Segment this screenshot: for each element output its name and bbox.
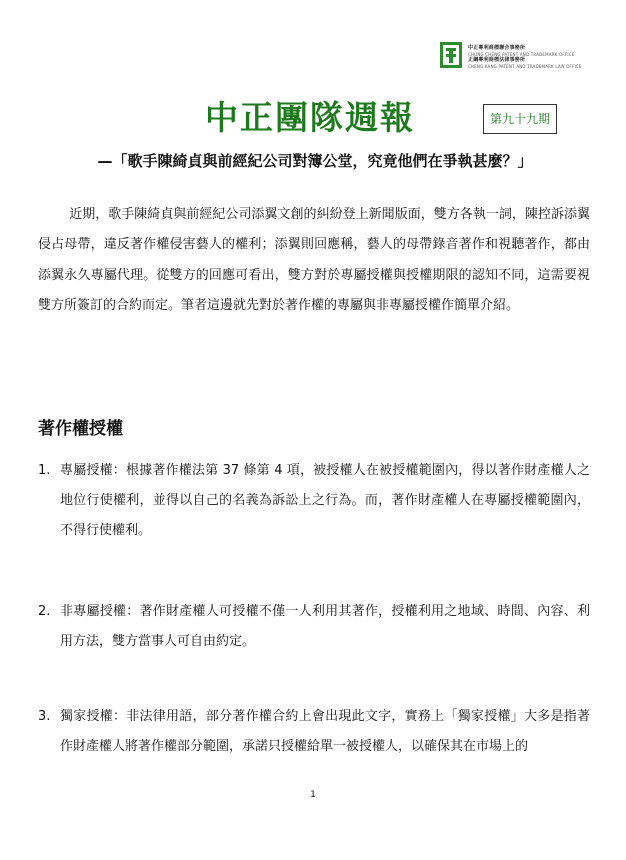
list-item (38, 597, 590, 657)
list-item-number: 2. (38, 604, 51, 619)
issue-number-box: 第九十九期 (483, 104, 557, 134)
firm-logo-icon (440, 42, 462, 68)
newsletter-title: 中正團隊週報 (205, 98, 415, 137)
list-item-text: 獨家授權：非法律用語，部分著作權合約上會出現此文字，實務上「獨家授權」大多是指著作財產權人將著作權部分範圍，承諾只授權給單一被授權人，以確保其在市場上的 (60, 709, 590, 754)
logo-law-office-en: CHENG KANG PATENT AND TRADEMARK LAW OFFICE (468, 64, 582, 69)
list-item (38, 702, 590, 762)
logo-firm-name-en: CHUNG CHENG PATENT AND TRADEMARK OFFICE (468, 52, 575, 57)
article-subtitle: —「歌手陳綺貞與前經紀公司對簿公堂，究竟他們在爭執甚麼？」 (97, 152, 533, 170)
intro-paragraph: 近期，歌手陳綺貞與前經紀公司添翼文創的糾紛登上新聞版面，雙方各執一詞，陳控訴添翼侵占母帶，違反著作權侵害藝人的權利；添翼則回應稱，藝人的母帶錄音著作和視聽著作，都由添翼永久專屬代理。從雙方的回應可看出，雙方對於專屬授權與授權期限的認知不同，這需要視雙方所簽訂的合約而定。筆者這邊就先對於著作權的專屬與非專屬授權作簡單介紹。 (38, 207, 590, 314)
list-item-text: 專屬授權：根據著作權法第 37 條第 4 項，被授權人在被授權範圍內，得以著作財產權人之地位行使權利，並得以自己的名義為訴訟上之行為。而，著作財產權人在專屬授權範圍內，不得行使權利。 (60, 463, 590, 538)
firm-logo (440, 42, 586, 70)
list-item-text: 非專屬授權：著作財產權人可授權不僅一人利用其著作，授權利用之地域、時間、內容、利用方法，雙方當事人可自由約定。 (60, 604, 590, 649)
list-item-number: 3. (38, 709, 51, 724)
logo-firm-name-cn: 中正專利商標聯合事務所 (468, 45, 526, 51)
page-number: 1 (310, 790, 316, 800)
list-item (38, 456, 590, 546)
list-item-number: 1. (38, 463, 51, 478)
logo-law-office-cn: 正綱專利商標法律事務所 (468, 57, 526, 63)
section-heading: 著作權授權 (38, 419, 123, 439)
